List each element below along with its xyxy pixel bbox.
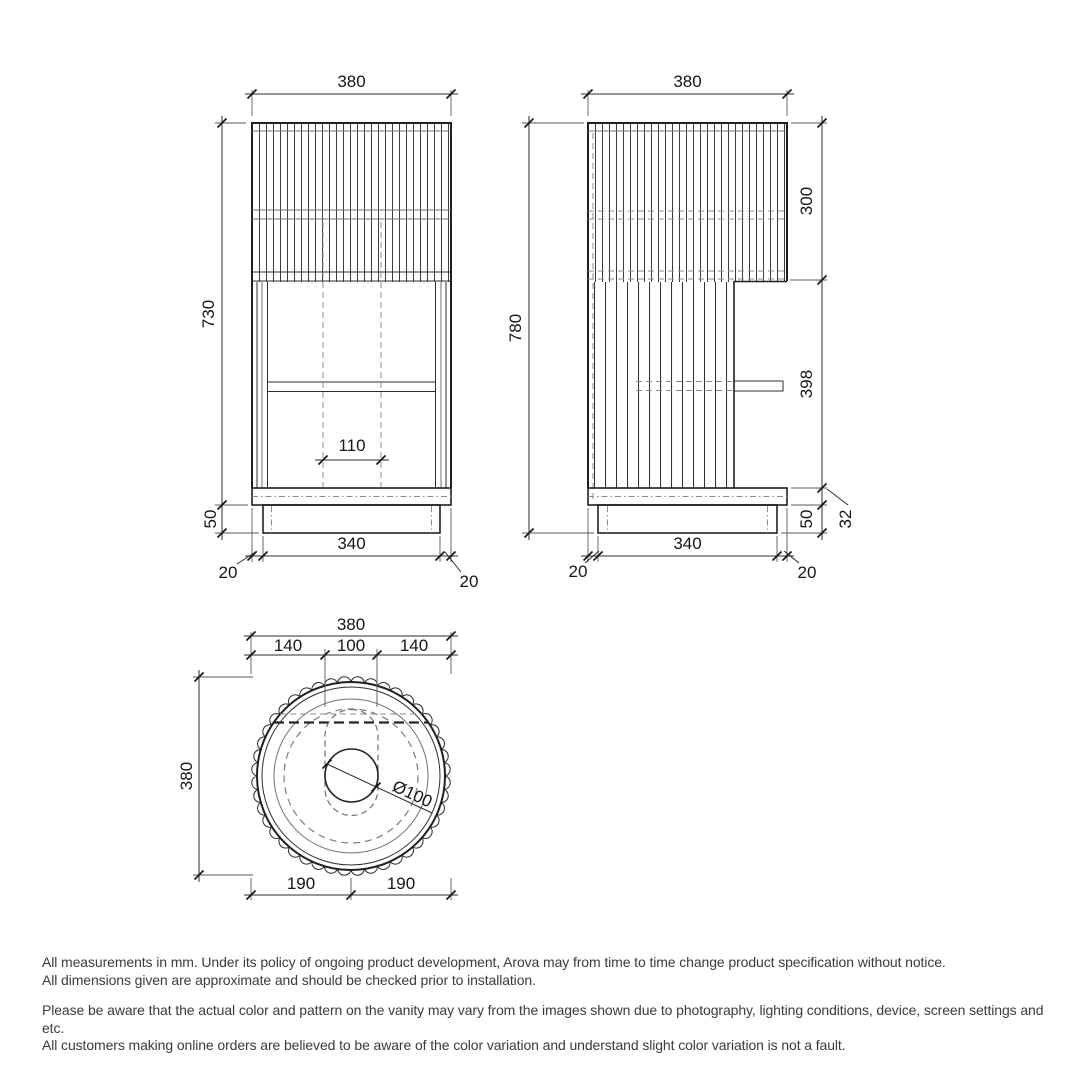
color-disclaimer (42, 1002, 1060, 1055)
plan-drain-diameter-label: Ø100 (389, 776, 436, 812)
side-height-dim-label: 780 (506, 313, 525, 343)
side-plinth-height-dim-label: 50 (797, 509, 816, 529)
plan-basin-hidden-outline (325, 710, 378, 816)
disclaimer-line-3: Please be aware that the actual color and pattern on the vanity may vary from the images shown due to photography, lighting conditions, device, screen settings and etc. (42, 1002, 1044, 1036)
front-plinth (263, 505, 440, 533)
plan-view (177, 615, 458, 900)
plan-width-dim-label: 380 (336, 615, 366, 634)
measurement-disclaimer (42, 954, 1060, 989)
side-view (506, 72, 855, 582)
plan-body (252, 677, 451, 876)
plan-segment-center-dim-label: 100 (336, 636, 366, 655)
front-drain-dim-label: 110 (338, 436, 366, 455)
side-plinth-depth-dim-label: 340 (673, 534, 702, 553)
front-body (252, 123, 451, 533)
plan-segment-left-dim-label: 140 (273, 636, 303, 655)
side-inset-right-dim-label: 20 (797, 563, 817, 582)
plan-segment-right-dim-label: 140 (399, 636, 429, 655)
front-inset-left-dim-label: 20 (218, 563, 238, 582)
side-fluted-top (588, 123, 787, 282)
footer-disclaimer (42, 954, 1060, 1068)
side-shelf-edge (734, 381, 783, 391)
disclaimer-line-4: All customers making online orders are believed to be aware of the color variation and understand slight color variation is not a fault. (42, 1037, 846, 1053)
side-middle-section-dim-label: 398 (797, 369, 816, 399)
side-body (588, 123, 787, 533)
side-fluted-lower (588, 282, 734, 488)
front-width-dim-label: 380 (337, 72, 366, 91)
plan-half-left-dim-label: 190 (286, 874, 316, 893)
plan-depth-dim-label: 380 (177, 761, 196, 791)
front-view (199, 72, 478, 591)
disclaimer-line-2: All dimensions given are approximate and should be checked prior to installation. (42, 971, 536, 988)
side-depth-dim-label: 380 (673, 72, 702, 91)
front-inset-right-dim-label: 20 (459, 572, 479, 591)
disclaimer-line-1: All measurements in mm. Under its policy of ongoing product development, Arova may from time to time change product specification without notice. (42, 954, 946, 970)
front-plinth-width-dim-label: 340 (337, 534, 366, 553)
front-plinth-height-dim-label: 50 (201, 509, 220, 529)
front-height-dim-label: 730 (199, 299, 218, 329)
plan-half-right-dim-label: 190 (386, 874, 416, 893)
side-inset-left-dim-label: 20 (568, 562, 588, 581)
side-plinth (598, 505, 777, 533)
plan-scalloped-edge (252, 677, 451, 876)
side-top-section-dim-label: 300 (797, 186, 816, 216)
plan-outer-rim (257, 682, 445, 870)
side-band-dim-label: 32 (836, 509, 855, 529)
front-fluted-panel (252, 123, 451, 282)
